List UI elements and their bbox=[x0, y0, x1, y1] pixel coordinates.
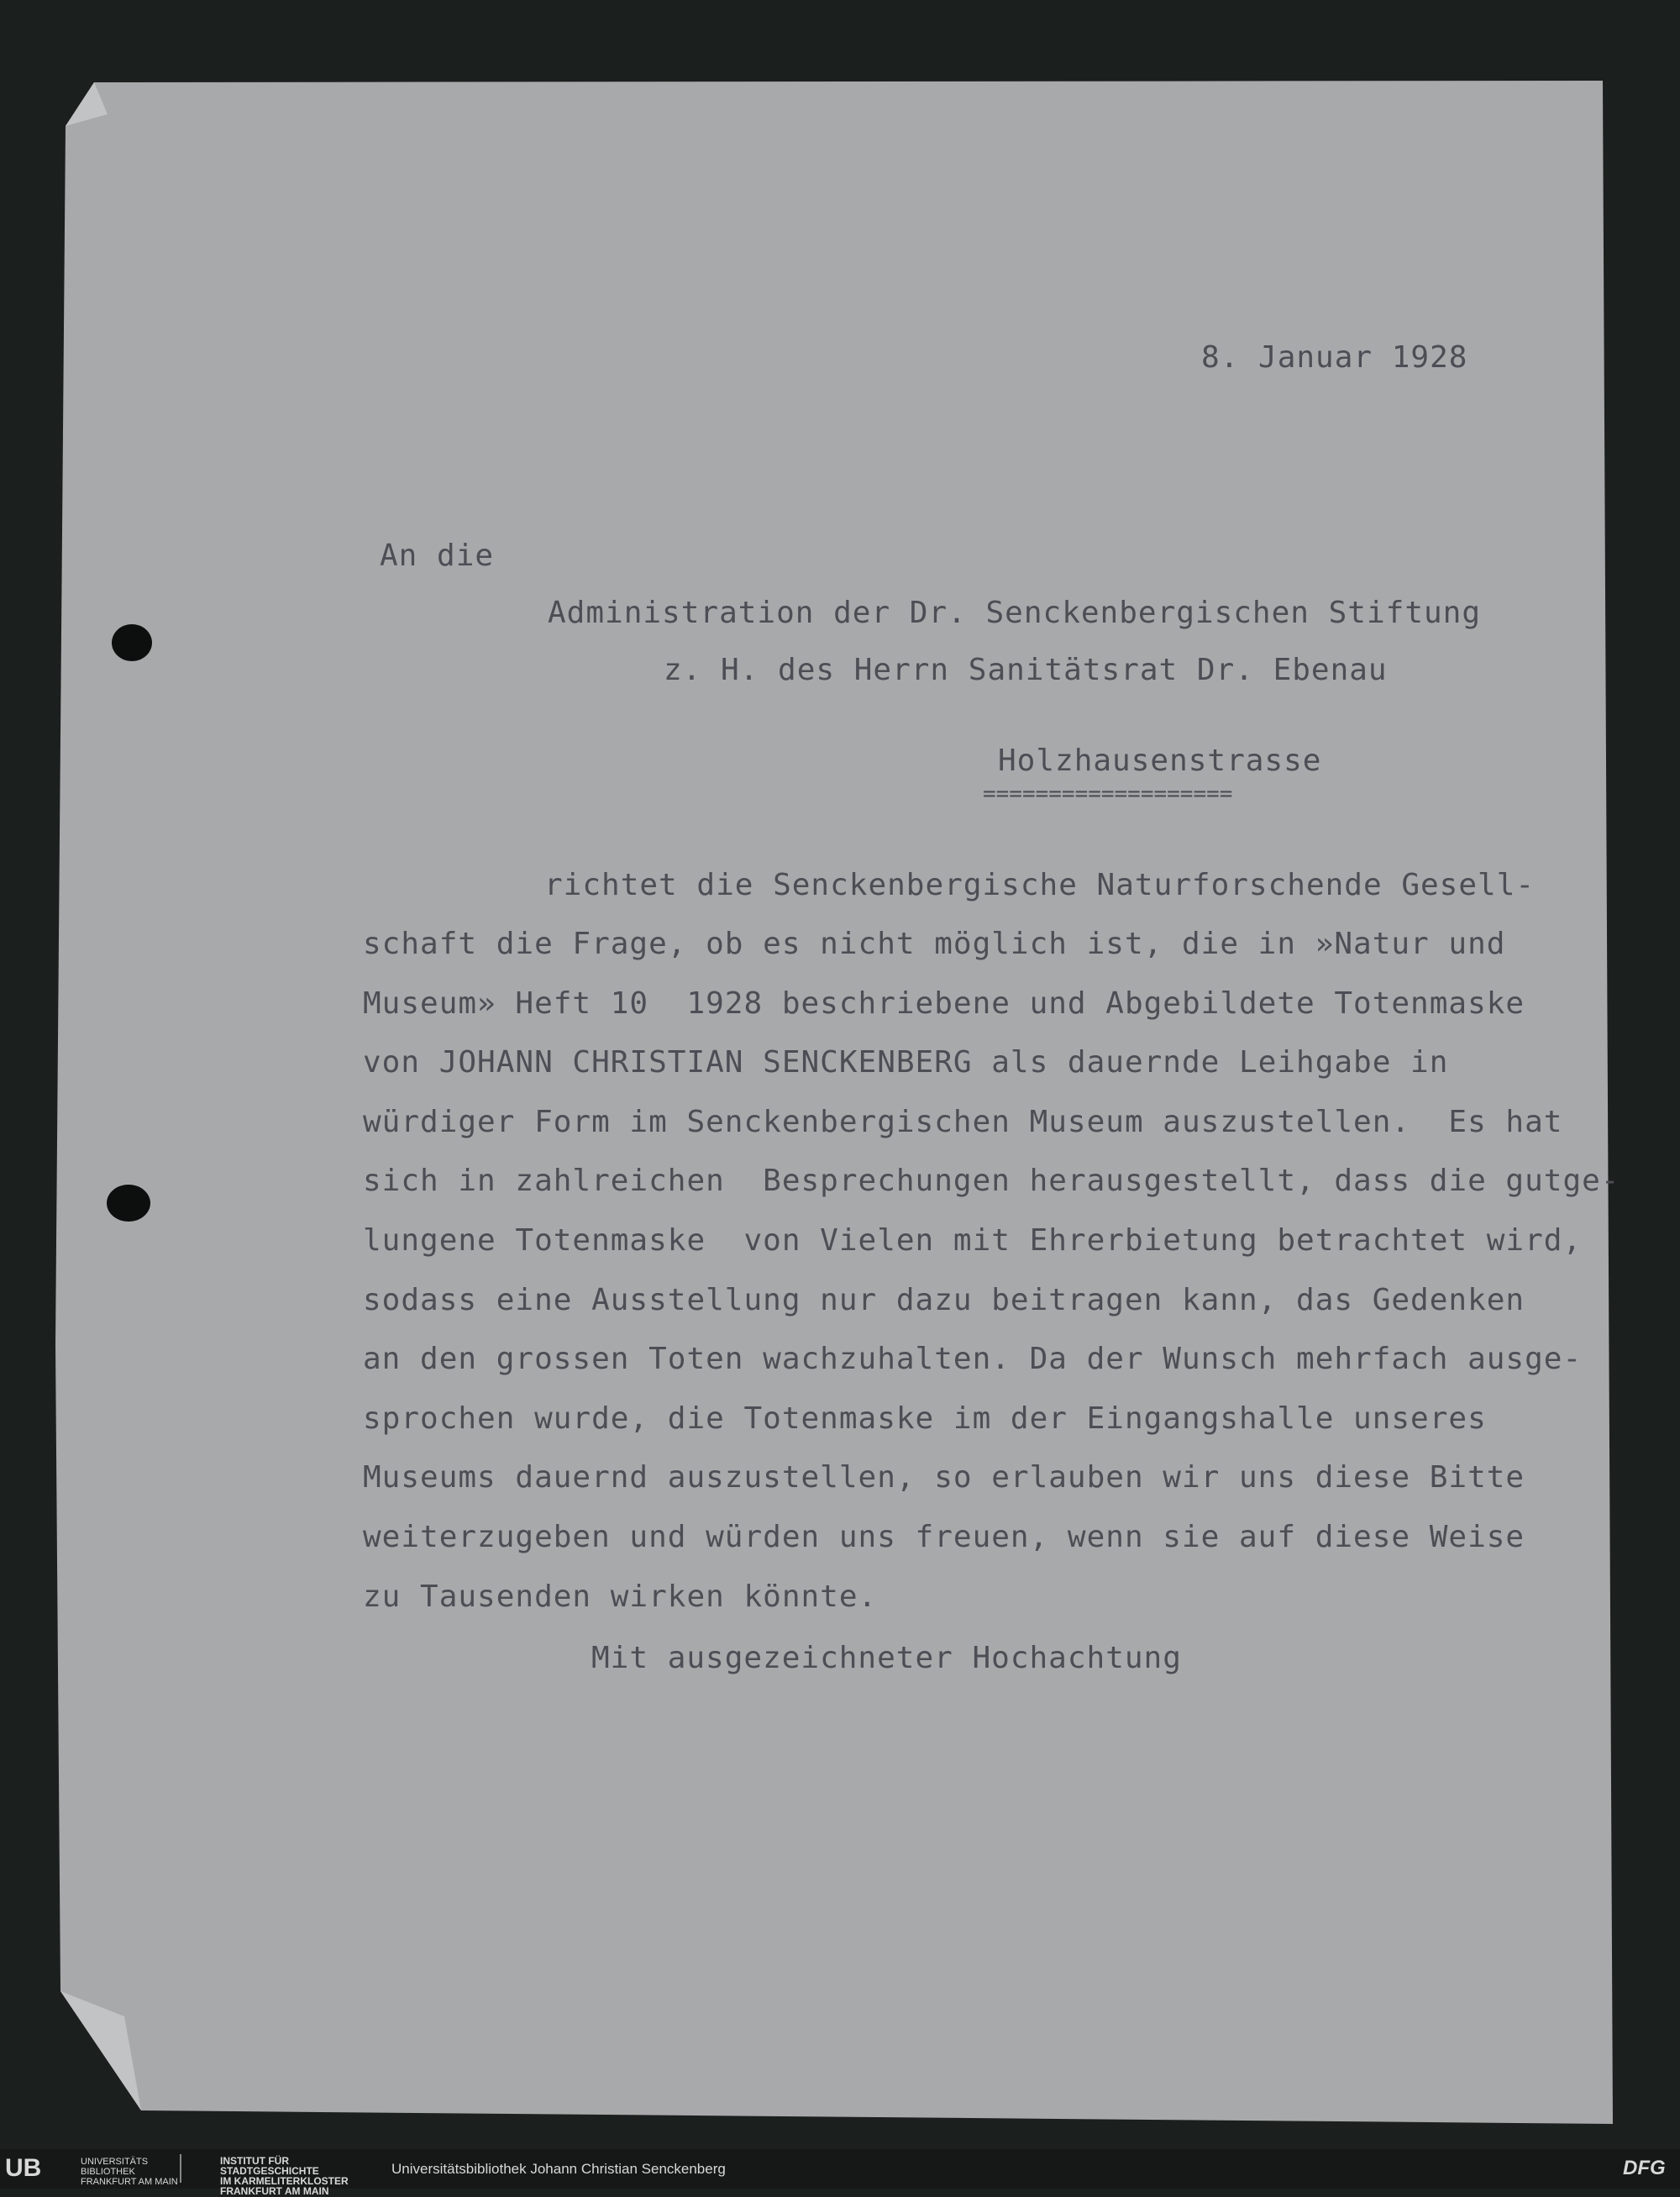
library-name: Universitätsbibliothek Johann Christian Senckenberg bbox=[391, 2161, 726, 2177]
isg-name: INSTITUT FÜR STADTGESCHICHTE IM KARMELITERKLOSTER FRANKFURT AM MAIN bbox=[220, 2155, 349, 2197]
recipient-street: Holzhausenstrasse bbox=[998, 744, 1322, 778]
body-line: sprochen wurde, die Totenmaske im der Eingangshalle unseres bbox=[363, 1401, 1487, 1436]
body-line: schaft die Frage, ob es nicht möglich ist, die in »Natur und bbox=[363, 927, 1506, 961]
street-underline: =================== bbox=[983, 781, 1233, 807]
body-line: zu Tausenden wirken könnte. bbox=[363, 1579, 878, 1614]
body-line: von JOHANN CHRISTIAN SENCKENBERG als dauernde Leihgabe in bbox=[363, 1045, 1449, 1080]
body-line: sodass eine Ausstellung nur dazu beitragen kann, das Gedenken bbox=[363, 1283, 1525, 1317]
body-line: an den grossen Toten wachzuhalten. Da der Wunsch mehrfach ausge- bbox=[363, 1342, 1583, 1376]
letter-date: 8. Januar 1928 bbox=[1201, 340, 1468, 375]
recipient-address-line-2: z. H. des Herrn Sanitätsrat Dr. Ebenau bbox=[664, 653, 1388, 687]
letter-closing: Mit ausgezeichneter Hochachtung bbox=[591, 1641, 1182, 1675]
archive-footer-bar bbox=[0, 2149, 1680, 2197]
body-line: richtet die Senckenbergische Naturforschende Gesell- bbox=[544, 868, 1536, 902]
ub-logo: UB bbox=[5, 2154, 42, 2182]
body-line: sich in zahlreichen Besprechungen herausgestellt, dass die gutge- bbox=[363, 1164, 1620, 1198]
punch-hole-top bbox=[112, 624, 152, 661]
punch-hole-bottom bbox=[107, 1185, 150, 1222]
body-line: weiterzugeben und würden uns freuen, wenn sie auf diese Weise bbox=[363, 1520, 1525, 1554]
footer-divider bbox=[180, 2154, 181, 2183]
dfg-logo: DFG bbox=[1623, 2157, 1666, 2179]
body-line: würdiger Form im Senckenbergischen Museum auszustellen. Es hat bbox=[363, 1105, 1563, 1139]
recipient-prefix: An die bbox=[380, 539, 495, 573]
body-line: Museums dauernd auszustellen, so erlauben wir uns diese Bitte bbox=[363, 1460, 1525, 1495]
ub-name: UNIVERSITÄTS BIBLIOTHEK FRANKFURT AM MAIN bbox=[81, 2157, 178, 2187]
body-line: Museum» Heft 10 1928 beschriebene und Abgebildete Totenmaske bbox=[363, 986, 1525, 1021]
body-line: lungene Totenmaske von Vielen mit Ehrerbietung betrachtet wird, bbox=[363, 1223, 1583, 1258]
recipient-address-line-1: Administration der Dr. Senckenbergischen Stiftung bbox=[548, 596, 1482, 630]
